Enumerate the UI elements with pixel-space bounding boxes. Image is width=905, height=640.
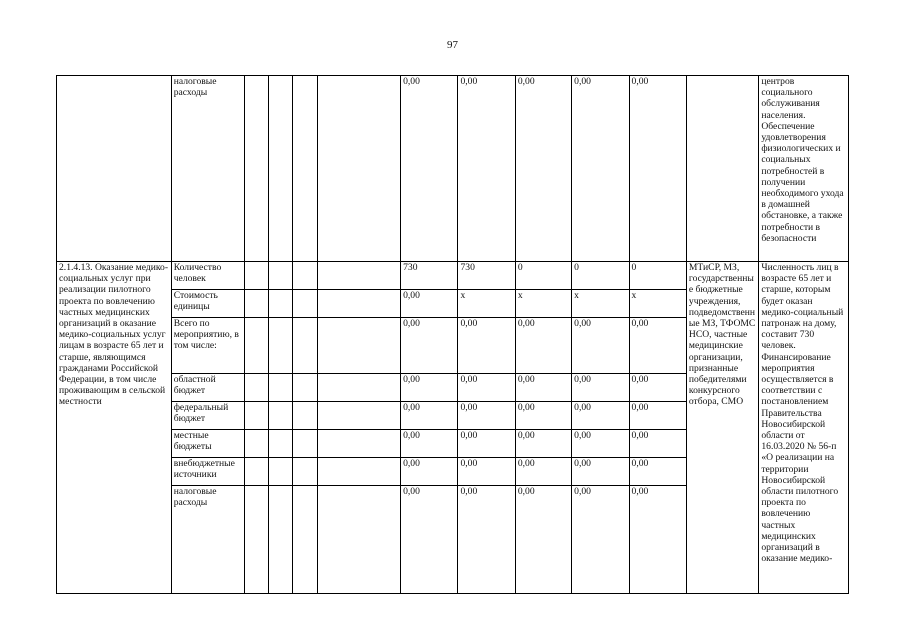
- code-cell: [317, 318, 401, 374]
- value-cell: 0: [515, 262, 571, 290]
- code-cell: [269, 486, 293, 594]
- code-cell: [269, 374, 293, 402]
- code-cell: [245, 374, 269, 402]
- value-cell: 0,00: [572, 76, 629, 262]
- value-cell: 0: [629, 262, 686, 290]
- value-cell: 0,00: [572, 374, 629, 402]
- value-cell: x: [629, 290, 686, 318]
- value-cell: 0,00: [401, 458, 458, 486]
- code-cell: [293, 402, 317, 430]
- row-label: внебюджетные источники: [171, 458, 244, 486]
- page-number: 97: [447, 39, 458, 51]
- value-cell: 0,00: [515, 76, 571, 262]
- value-cell: 0,00: [515, 318, 571, 374]
- value-cell: x: [572, 290, 629, 318]
- code-cell: [317, 262, 401, 290]
- code-cell: [293, 430, 317, 458]
- value-cell: 730: [458, 262, 515, 290]
- value-cell: 0,00: [401, 486, 458, 594]
- code-cell: [245, 402, 269, 430]
- code-cell: [269, 318, 293, 374]
- value-cell: 0,00: [629, 402, 686, 430]
- value-cell: 0,00: [401, 430, 458, 458]
- code-cell: [269, 402, 293, 430]
- value-cell: 0,00: [629, 76, 686, 262]
- code-cell: [293, 486, 317, 594]
- code-cell: [269, 262, 293, 290]
- value-cell: 0,00: [515, 458, 571, 486]
- code-cell: [293, 458, 317, 486]
- row-label: местные бюджеты: [171, 430, 244, 458]
- value-cell: x: [515, 290, 571, 318]
- code-cell: [317, 290, 401, 318]
- code-cell: [293, 76, 317, 262]
- value-cell: 0,00: [515, 402, 571, 430]
- code-cell: [245, 290, 269, 318]
- code-cell: [293, 290, 317, 318]
- row-label: федеральный бюджет: [171, 402, 244, 430]
- value-cell: 0,00: [515, 486, 571, 594]
- executor-cell-empty: [686, 76, 758, 262]
- code-cell: [293, 318, 317, 374]
- value-cell: 0,00: [515, 374, 571, 402]
- code-cell: [269, 76, 293, 262]
- code-cell: [245, 318, 269, 374]
- measure-cell-empty: [57, 76, 172, 262]
- value-cell: 0,00: [572, 430, 629, 458]
- code-cell: [317, 402, 401, 430]
- value-cell: 0,00: [458, 458, 515, 486]
- measure-name: 2.1.4.13. Оказание медико-социальных услуг при реализации пилотного проекта по вовлечению частных медицинских организаций в оказание медико-социальных услуг лицам в возрасте 65 лет и старше, являющимся гражданами Российской Федерации, в том числе проживающим в сельской местности: [57, 262, 172, 594]
- value-cell: 0,00: [458, 374, 515, 402]
- value-cell: 0,00: [458, 318, 515, 374]
- value-cell: 0,00: [572, 402, 629, 430]
- value-cell: 730: [401, 262, 458, 290]
- value-cell: 0,00: [572, 486, 629, 594]
- row-label: Стоимость единицы: [171, 290, 244, 318]
- code-cell: [245, 486, 269, 594]
- code-cell: [245, 76, 269, 262]
- value-cell: 0,00: [515, 430, 571, 458]
- code-cell: [269, 290, 293, 318]
- executors-text: МТиСР, МЗ, государственные бюджетные учреждения, подведомственные МЗ, ТФОМС НСО, частные медицинские организации, признанные победителями конкурсного отбора, СМО: [686, 262, 758, 594]
- value-cell: 0,00: [629, 430, 686, 458]
- code-cell: [269, 458, 293, 486]
- value-cell: 0,00: [401, 402, 458, 430]
- value-cell: 0,00: [401, 290, 458, 318]
- table-row: [57, 262, 849, 290]
- code-cell: [269, 430, 293, 458]
- value-cell: 0,00: [629, 318, 686, 374]
- code-cell: [293, 262, 317, 290]
- value-cell: 0,00: [629, 486, 686, 594]
- value-cell: 0,00: [401, 374, 458, 402]
- value-cell: 0,00: [458, 430, 515, 458]
- value-cell: 0,00: [572, 318, 629, 374]
- code-cell: [317, 374, 401, 402]
- result-text: центров социального обслуживания населения. Обеспечение удовлетворения физиологических и социальных потребностей в получении необходимого ухода в домашней обстановке, а также потребности в безопасности: [759, 76, 849, 262]
- code-cell: [317, 458, 401, 486]
- row-label: налоговые расходы: [171, 486, 244, 594]
- value-cell: 0,00: [629, 458, 686, 486]
- value-cell: 0,00: [458, 486, 515, 594]
- result-text: Численность лиц в возрасте 65 лет и старше, которым будет оказан медико-социальный патронаж на дому, составит 730 человек. Финансирование мероприятия осуществляется в соответствии с постановлением Правительства Новосибирской области от 16.03.2020 № 56-п «О реализации на территории Новосибирской области пилотного проекта по вовлечению частных медицинских организаций в оказание медико-: [759, 262, 849, 594]
- value-cell: 0,00: [458, 402, 515, 430]
- code-cell: [317, 486, 401, 594]
- code-cell: [317, 430, 401, 458]
- value-cell: 0,00: [458, 76, 515, 262]
- value-cell: 0,00: [401, 76, 458, 262]
- program-table: [56, 75, 849, 594]
- code-cell: [245, 430, 269, 458]
- code-cell: [317, 76, 401, 262]
- value-cell: 0: [572, 262, 629, 290]
- value-cell: x: [458, 290, 515, 318]
- code-cell: [293, 374, 317, 402]
- value-cell: 0,00: [401, 318, 458, 374]
- source-label: налоговые расходы: [171, 76, 244, 262]
- table-row: [57, 76, 849, 262]
- row-label: Всего по мероприятию, в том числе:: [171, 318, 244, 374]
- value-cell: 0,00: [572, 458, 629, 486]
- row-label: областной бюджет: [171, 374, 244, 402]
- code-cell: [245, 262, 269, 290]
- code-cell: [245, 458, 269, 486]
- value-cell: 0,00: [629, 374, 686, 402]
- row-label: Количество человек: [171, 262, 244, 290]
